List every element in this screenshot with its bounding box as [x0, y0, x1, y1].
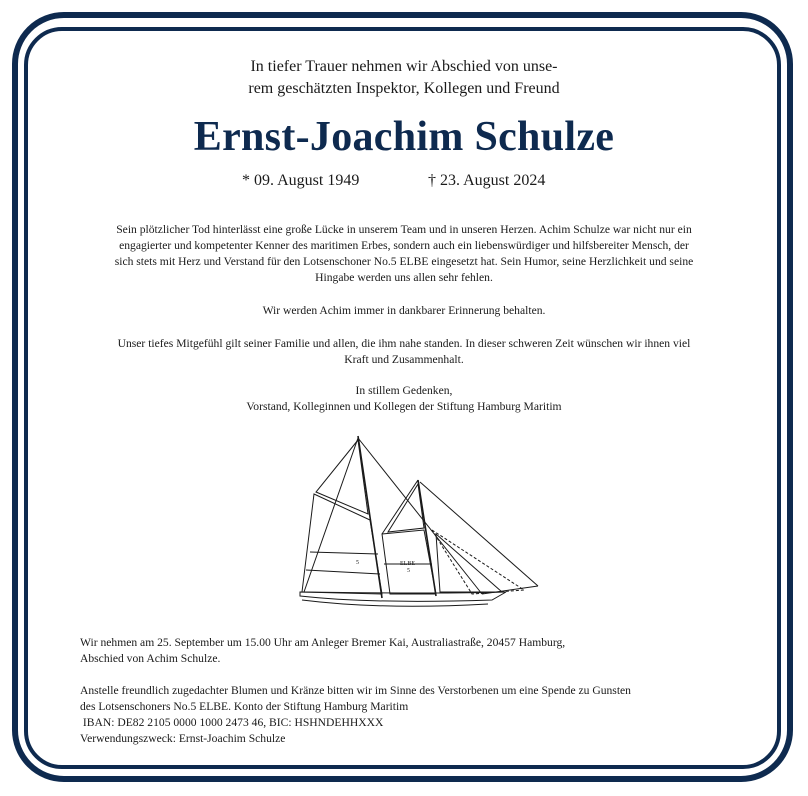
schooner-illustration	[292, 434, 542, 620]
text-line: Anstelle freundlich zugedachter Blumen und Kränze bitten wir im Sinne des Verstorbenen um eine Spende zu Gunsten	[80, 684, 631, 697]
text-line: Abschied von Achim Schulze.	[80, 652, 221, 665]
text-line: Unser tiefes Mitgefühl gilt seiner Familie und allen, die ihm nahe standen. In dieser schweren Zeit wünschen wir ihnen viel	[117, 337, 691, 350]
text-line: Wir nehmen am 25. September um 15.00 Uhr am Anleger Bremer Kai, Australiastraße, 20457 Hamburg,	[80, 636, 566, 649]
condolence-paragraph	[64, 336, 744, 368]
sail-label: ELBE	[400, 561, 415, 567]
intro-line: rem geschätzten Inspektor, Kollegen und Freund	[248, 80, 560, 97]
memory-paragraph	[64, 303, 744, 319]
text-line: Verwendungszweck: Ernst-Joachim Schulze	[80, 732, 286, 745]
signature-block	[64, 383, 744, 415]
death-date: † 23. August 2024	[428, 172, 546, 189]
text-line: sich stets mit Herz und Verstand für den Lotsenschoner No.5 ELBE eingesetzt hat. Sein Humor, seine Herzlichkeit und seine	[114, 255, 694, 268]
foresail-number: 5	[356, 560, 359, 566]
text-line: IBAN: DE82 2105 0000 1000 2473 46, BIC: HSHNDEHHXXX	[80, 716, 384, 729]
text-line: Wir werden Achim immer in dankbarer Erinnerung behalten.	[262, 304, 546, 317]
birth-date: * 09. August 1949	[242, 172, 360, 189]
intro-text	[34, 56, 774, 100]
donation-info	[80, 683, 780, 747]
ceremony-info	[80, 635, 780, 667]
deceased-name: Ernst-Joachim Schulze	[193, 114, 615, 160]
text-line: Kraft und Zusammenhalt.	[344, 353, 464, 366]
sail-number: 5	[407, 568, 410, 574]
signature-line: In stillem Gedenken,	[355, 384, 453, 397]
text-line: Sein plötzlicher Tod hinterlässt eine große Lücke in unserem Team und in unseren Herzen. Achim Schulze war nicht nur ein	[116, 223, 692, 236]
text-line: des Lotsenschoners No.5 ELBE. Konto der Stiftung Hamburg Maritim	[80, 700, 409, 713]
text-line: engagierter und kompetenter Kenner des maritimen Erbes, sondern auch ein liebenswürdiger und hilfsbereiter Mensch, der	[119, 239, 689, 252]
tribute-paragraph	[64, 222, 744, 286]
signature-line: Vorstand, Kolleginnen und Kollegen der Stiftung Hamburg Maritim	[246, 400, 562, 413]
intro-line: In tiefer Trauer nehmen wir Abschied von unse-	[250, 58, 558, 75]
text-line: Hingabe werden uns allen sehr fehlen.	[315, 271, 493, 284]
